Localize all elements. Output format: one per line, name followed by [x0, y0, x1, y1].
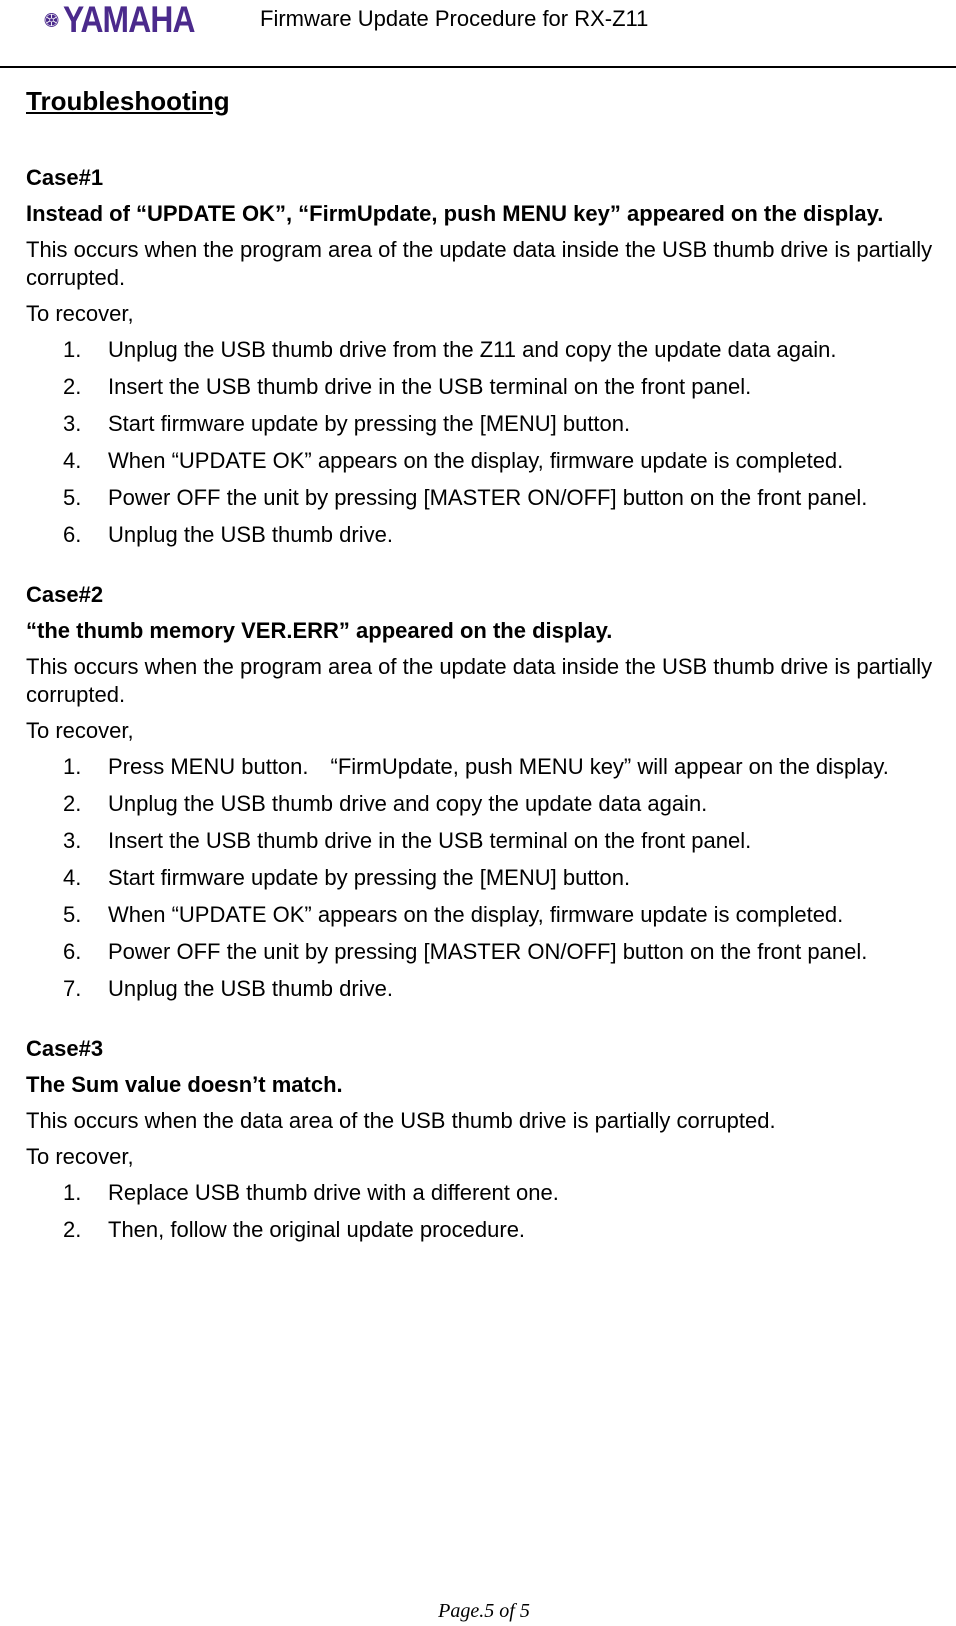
step-item [26, 790, 941, 818]
case-description: This occurs when the data area of the USB thumb drive is partially corrupted. [26, 1108, 776, 1133]
section-title: Troubleshooting [26, 86, 230, 116]
step-text: Insert the USB thumb drive in the USB terminal on the front panel. [108, 828, 752, 853]
step-item [26, 753, 941, 781]
step-text: Start firmware update by pressing the [MENU] button. [108, 865, 631, 890]
step-item [26, 484, 941, 512]
case-description: This occurs when the program area of the update data inside the USB thumb drive is partially corrupted. [26, 237, 933, 290]
case-heading: “the thumb memory VER.ERR” appeared on the display. [26, 618, 613, 643]
step-item [26, 938, 941, 966]
step-item [26, 336, 941, 364]
step-text: Press MENU button. “FirmUpdate, push MENU key” will appear on the display. [108, 754, 889, 779]
step-item [26, 975, 941, 1003]
case-section [26, 164, 941, 549]
recovery-steps [26, 1179, 941, 1244]
step-item [26, 373, 941, 401]
case-section [26, 1035, 941, 1244]
step-number: 6. [63, 939, 82, 964]
case-label: Case#3 [26, 1036, 104, 1061]
yamaha-logo [44, 0, 216, 40]
step-number: 7. [63, 976, 82, 1001]
step-text: Start firmware update by pressing the [MENU] button. [108, 411, 631, 436]
case-description: This occurs when the program area of the update data inside the USB thumb drive is partially corrupted. [26, 654, 933, 707]
step-text: When “UPDATE OK” appears on the display, firmware update is completed. [108, 902, 844, 927]
step-text: Power OFF the unit by pressing [MASTER ON/OFF] button on the front panel. [108, 939, 868, 964]
step-item [26, 827, 941, 855]
step-number: 4. [63, 865, 82, 890]
step-number: 1. [63, 754, 82, 779]
case-heading: Instead of “UPDATE OK”, “FirmUpdate, push MENU key” appeared on the display. [26, 201, 884, 226]
step-item [26, 410, 941, 438]
step-number: 1. [63, 1180, 82, 1205]
step-number: 5. [63, 485, 82, 510]
step-number: 2. [63, 791, 82, 816]
tuning-fork-emblem-icon [44, 1, 59, 39]
case-label: Case#1 [26, 165, 104, 190]
logo-wordmark: YAMAHA [63, 0, 195, 40]
step-text: Unplug the USB thumb drive. [108, 976, 393, 1001]
recovery-steps [26, 753, 941, 1003]
page-footer: Page.5 of 5 [438, 1600, 530, 1622]
header-divider [0, 66, 956, 68]
step-item [26, 1216, 941, 1244]
step-number: 3. [63, 411, 82, 436]
step-item [26, 1179, 941, 1207]
case-section [26, 581, 941, 1003]
page-header [0, 0, 956, 70]
step-item [26, 447, 941, 475]
step-text: Unplug the USB thumb drive from the Z11 and copy the update data again. [108, 337, 837, 362]
step-number: 1. [63, 337, 82, 362]
document-title: Firmware Update Procedure for RX-Z11 [260, 6, 649, 31]
step-number: 5. [63, 902, 82, 927]
step-text: Then, follow the original update procedure. [108, 1217, 526, 1242]
recovery-steps [26, 336, 941, 549]
step-item [26, 521, 941, 549]
case-heading: The Sum value doesn’t match. [26, 1072, 343, 1097]
recover-label: To recover, [26, 718, 134, 743]
step-text: Unplug the USB thumb drive. [108, 522, 393, 547]
step-number: 6. [63, 522, 82, 547]
step-item [26, 864, 941, 892]
step-item [26, 901, 941, 929]
step-number: 2. [63, 1217, 82, 1242]
step-text: When “UPDATE OK” appears on the display, firmware update is completed. [108, 448, 844, 473]
step-text: Insert the USB thumb drive in the USB terminal on the front panel. [108, 374, 752, 399]
case-label: Case#2 [26, 582, 104, 607]
step-text: Power OFF the unit by pressing [MASTER ON/OFF] button on the front panel. [108, 485, 868, 510]
step-number: 4. [63, 448, 82, 473]
page-content [26, 82, 941, 1276]
step-number: 2. [63, 374, 82, 399]
step-text: Replace USB thumb drive with a different one. [108, 1180, 559, 1205]
step-number: 3. [63, 828, 82, 853]
step-text: Unplug the USB thumb drive and copy the update data again. [108, 791, 708, 816]
recover-label: To recover, [26, 301, 134, 326]
recover-label: To recover, [26, 1144, 134, 1169]
